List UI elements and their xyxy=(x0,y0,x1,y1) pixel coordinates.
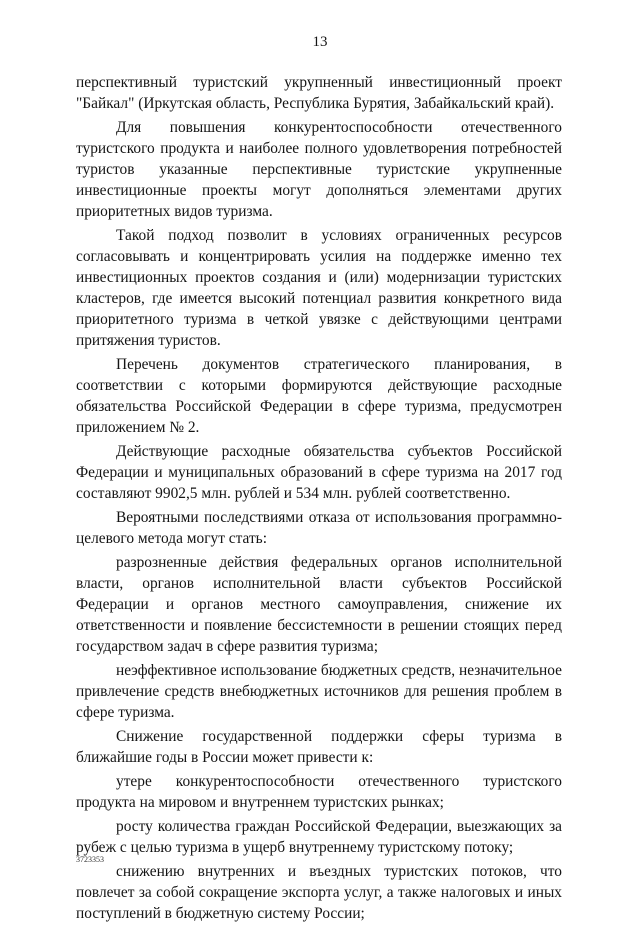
paragraph: перспективный туристский укрупненный инвестиционный проект "Байкал" (Иркутская область, Республика Бурятия, Забайкальский край). xyxy=(76,74,562,112)
paragraph: Такой подход позволит в условиях ограниченных ресурсов согласовывать и концентрировать усилия на поддержке именно тех инвестиционных проектов создания и (или) модернизации туристских кластеров, где имеется высокий потенциал развития конкретного вида приоритетного туризма в четкой увязке с действующими центрами притяжения туристов. xyxy=(76,227,562,349)
list-item: утере конкурентоспособности отечественного туристского продукта на мировом и внутреннем туристских рынках; xyxy=(76,773,562,811)
document-body xyxy=(76,72,562,927)
paragraph: Вероятными последствиями отказа от использования программно-целевого метода могут стать: xyxy=(76,509,562,547)
paragraph: Для повышения конкурентоспособности отечественного туристского продукта и наиболее полного удовлетворения потребностей туристов указанные перспективные туристские укрупненные инвестиционные проекты могут дополняться элементами других приоритетных видов туризма. xyxy=(76,119,562,220)
list-item: снижению внутренних и въездных туристских потоков, что повлечет за собой сокращение экспорта услуг, а также налоговых и иных поступлений в бюджетную систему России; xyxy=(76,863,562,922)
paragraph: Перечень документов стратегического планирования, в соответствии с которыми формируются действующие расходные обязательства Российской Федерации в сфере туризма, предусмотрен приложением № 2. xyxy=(76,356,562,436)
list-item: росту количества граждан Российской Федерации, выезжающих за рубеж с целью туризма в ущерб внутреннему туристскому потоку; xyxy=(76,818,562,856)
list-item: неэффективное использование бюджетных средств, незначительное привлечение средств внебюджетных источников для решения проблем в сфере туризма. xyxy=(76,662,562,721)
list-item: разрозненные действия федеральных органов исполнительной власти, органов исполнительной власти субъектов Российской Федерации и органов местного самоуправления, снижение их ответственности и появление бессистемности в решении стоящих перед государством задач в сфере развития туризма; xyxy=(76,554,562,655)
page-number: 13 xyxy=(312,34,328,50)
document-id: 3723353 xyxy=(76,855,104,864)
paragraph: Действующие расходные обязательства субъектов Российской Федерации и муниципальных образований в сфере туризма на 2017 год составляют 9902,5 млн. рублей и 534 млн. рублей соответственно. xyxy=(76,443,562,502)
paragraph: Снижение государственной поддержки сферы туризма в ближайшие годы в России может привести к: xyxy=(76,728,562,766)
